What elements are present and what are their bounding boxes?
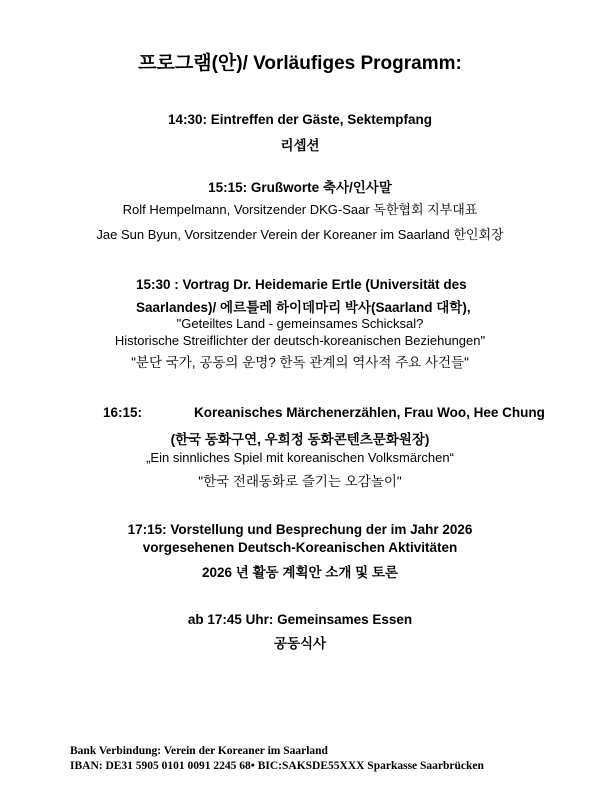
activities-heading-1: 17:15: Vorstellung und Besprechung der im Jahr 2026 <box>127 522 473 537</box>
dinner-heading: ab 17:45 Uhr: Gemeinsames Essen <box>187 612 413 627</box>
storytelling-time: 16:15: <box>103 405 143 420</box>
lecture-title-de-2: Historische Streiflichter der deutsch-koreanischen Beziehungen" <box>114 333 486 348</box>
bank-line-1: Bank Verbindung: Verein der Koreaner im Saarland <box>70 745 328 757</box>
greeting-speaker-2: Jae Sun Byun, Vorsitzender Verein der Koreaner im Saarland 한인회장 <box>96 227 504 242</box>
activities-korean: 2026 년 활동 계획안 소개 및 토론 <box>202 565 398 580</box>
bank-line-2: IBAN: DE31 5905 0101 0091 2245 68• BIC:SAKSDE55XXX Sparkasse Saarbrücken <box>70 760 484 772</box>
storytelling-heading: Koreanisches Märchenerzählen, Frau Woo, Hee Chung <box>194 405 545 420</box>
activities-heading-2: vorgesehenen Deutsch-Koreanischen Aktivitäten <box>142 540 458 555</box>
page-title: 프로그램(안)/ Vorläufiges Programm: <box>138 53 462 74</box>
lecture-heading: 15:30 : Vortrag Dr. Heidemarie Ertle (Universität des <box>136 277 467 292</box>
greeting-speaker-1: Rolf Hempelmann, Vorsitzender DKG-Saar 독한협회 지부대표 <box>122 202 478 217</box>
storytelling-subtitle-kr: "한국 전래동화로 즐기는 오감놀이" <box>198 474 402 489</box>
dinner-korean: 공동식사 <box>273 636 327 651</box>
storytelling-korean: (한국 동화구연, 우희정 동화콘텐츠문화원장) <box>170 432 430 447</box>
lecture-title-kr: "분단 국가, 공동의 운명? 한독 관계의 역사적 주요 사건들" <box>131 355 469 370</box>
reception-heading: 14:30: Eintreffen der Gäste, Sektempfang <box>167 112 433 127</box>
lecture-heading-cont: Saarlandes)/ 에르틀레 하이데마리 박사(Saarland 대학), <box>136 300 471 315</box>
storytelling-subtitle-de: „Ein sinnliches Spiel mit koreanischen Volksmärchen“ <box>146 450 454 465</box>
greetings-heading: 15:15: Grußworte 축사/인사말 <box>208 180 392 195</box>
reception-korean: 리셉션 <box>280 138 320 153</box>
lecture-title-de-1: "Geteiltes Land - gemeinsames Schicksal? <box>176 316 424 331</box>
